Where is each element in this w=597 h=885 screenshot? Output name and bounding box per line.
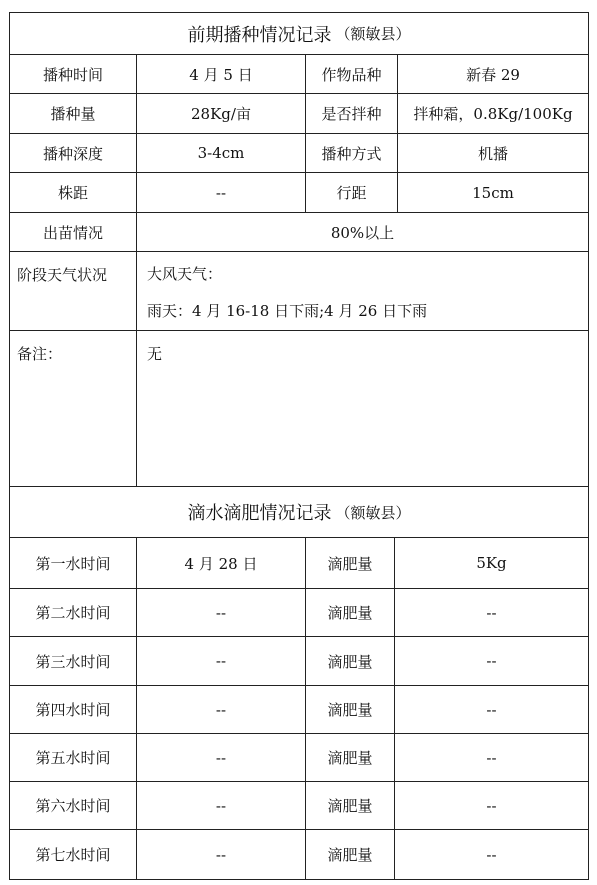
water-time-label: 第六水时间 — [10, 782, 137, 829]
section2-title-row — [10, 487, 588, 538]
fert-amount-label: 滴肥量 — [306, 686, 395, 733]
fert-amount-label: 滴肥量 — [306, 830, 395, 879]
irrigation-row — [10, 589, 588, 637]
irrigation-row — [10, 538, 588, 589]
sow-time-label: 播种时间 — [10, 55, 137, 93]
weather-label: 阶段天气状况 — [10, 252, 137, 330]
plant-spacing-value: -- — [137, 173, 306, 212]
fert-amount-value: -- — [486, 748, 497, 767]
remarks-label: 备注： — [10, 331, 137, 486]
section1-title — [10, 13, 588, 54]
plant-spacing-label: 株距 — [10, 173, 137, 212]
section2-county: （额敏县） — [335, 503, 411, 522]
irrigation-row — [10, 782, 588, 830]
water-time-label: 第五水时间 — [10, 734, 137, 781]
weather-line-rain: 雨天：4 月 16-18 日下雨;4 月 26 日下雨 — [147, 302, 428, 320]
variety-label: 作物品种 — [306, 55, 398, 93]
section1-title-row — [10, 13, 588, 55]
water-time-label: 第三水时间 — [10, 637, 137, 685]
record-sheet — [9, 12, 589, 880]
fert-amount-value: 5Kg — [476, 554, 507, 572]
water-time-value: -- — [137, 589, 306, 636]
sow-time-value: 4 月 5 日 — [137, 55, 306, 93]
section2-title-text: 滴水滴肥情况记录 — [187, 503, 332, 524]
depth-value: 3-4cm — [137, 134, 306, 172]
fert-amount-value: -- — [486, 845, 497, 864]
water-time-value: -- — [137, 686, 306, 733]
weather-row — [10, 252, 588, 331]
water-time-label: 第七水时间 — [10, 830, 137, 879]
water-time-value: -- — [137, 637, 306, 685]
sow-amount-row — [10, 94, 588, 134]
water-time-value: -- — [137, 830, 306, 879]
irrigation-row — [10, 686, 588, 734]
irrigation-rows — [10, 538, 588, 879]
seed-mix-value: 拌种霜，0.8Kg/100Kg — [413, 105, 573, 123]
fert-amount-value: -- — [486, 652, 497, 670]
fert-amount-value: -- — [486, 700, 497, 719]
seed-mix-label: 是否拌种 — [306, 94, 398, 133]
irrigation-row — [10, 830, 588, 879]
water-time-label: 第一水时间 — [10, 538, 137, 588]
fert-amount-label: 滴肥量 — [306, 782, 395, 829]
spacing-row — [10, 173, 588, 213]
weather-line-wind: 大风天气： — [147, 265, 223, 283]
emergence-label: 出苗情况 — [10, 213, 137, 251]
sow-time-row — [10, 55, 588, 94]
emergence-value: 80%以上 — [330, 223, 395, 242]
row-spacing-value: 15cm — [472, 183, 514, 202]
remarks-row — [10, 331, 588, 487]
water-time-value: -- — [137, 782, 306, 829]
water-time-value: 4 月 28 日 — [137, 538, 306, 588]
variety-value: 新春 29 — [466, 65, 520, 84]
section1-county: （额敏县） — [335, 25, 411, 43]
water-time-label: 第二水时间 — [10, 589, 137, 636]
row-spacing-label: 行距 — [306, 173, 398, 212]
weather-value — [137, 252, 588, 330]
method-value: 机播 — [477, 144, 508, 163]
fert-amount-label: 滴肥量 — [306, 538, 395, 588]
fert-amount-label: 滴肥量 — [306, 734, 395, 781]
depth-label: 播种深度 — [10, 134, 137, 172]
fert-amount-value: -- — [486, 603, 497, 622]
depth-row — [10, 134, 588, 173]
emergence-row — [10, 213, 588, 252]
fert-amount-value: -- — [486, 796, 497, 815]
sow-amount-label: 播种量 — [10, 94, 137, 133]
fert-amount-label: 滴肥量 — [306, 589, 395, 636]
irrigation-row — [10, 637, 588, 686]
water-time-label: 第四水时间 — [10, 686, 137, 733]
fert-amount-label: 滴肥量 — [306, 637, 395, 685]
section2-title — [10, 487, 588, 537]
irrigation-row — [10, 734, 588, 782]
remarks-value: 无 — [147, 345, 163, 363]
water-time-value: -- — [137, 734, 306, 781]
method-label: 播种方式 — [306, 134, 398, 172]
sow-amount-value: 28Kg/亩 — [137, 94, 306, 133]
section1-title-text: 前期播种情况记录 — [187, 24, 332, 46]
